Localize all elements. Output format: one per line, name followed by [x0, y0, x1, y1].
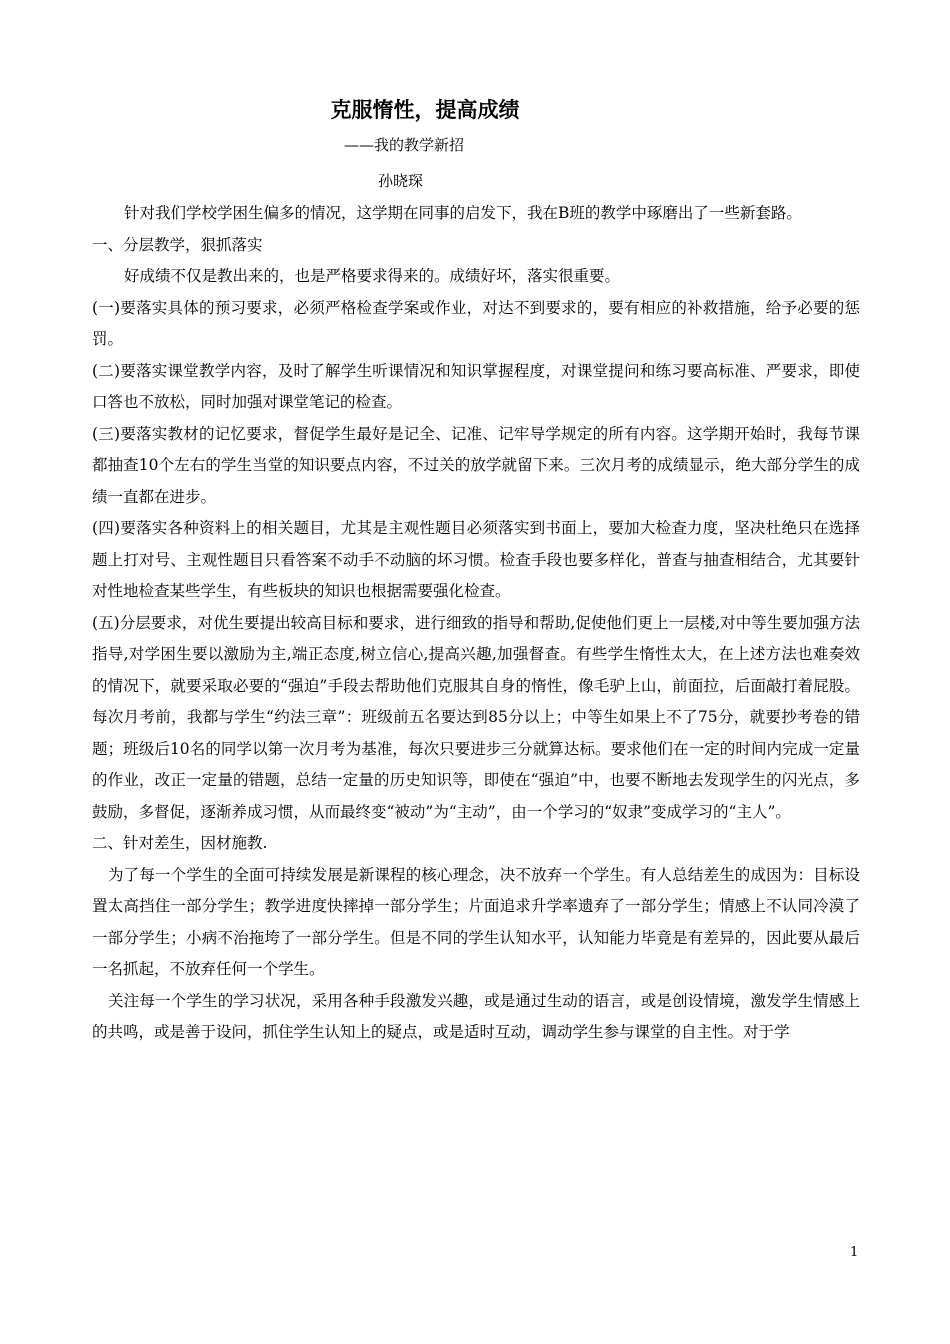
list-item-2: (二)要落实课堂教学内容，及时了解学生听课情况和知识掌握程度，对课堂提问和练习要高标准、严要求，即使口答也不放松，同时加强对课堂笔记的检查。 — [92, 361, 860, 411]
paragraph: 为了每一个学生的全面可持续发展是新课程的核心理念，决不放弃一个学生。有人总结差生的成因为：目标设置太高挡住一部分学生；教学进度快摔掉一部分学生；片面追求升学率遗弃了一部分学生；情感上不认同冷漠了一部分学生；小病不治拖垮了一部分学生。但是不同的学生认知水平，认知能力毕竟是有差异的，因此要从最后一名抓起，不放弃任何一个学生。 — [92, 865, 860, 978]
list-item-5: (五)分层要求，对优生要提出较高目标和要求，进行细致的指导和帮助,促使他们更上一层楼,对中等生要加强方法指导,对学困生要以激励为主,端正态度,树立信心,提高兴趣,加强督查。有些学生惰性太大，在上述方法也难奏效的情况下，就要采取必要的“强迫”手段去帮助他们克服其自身的惰性，像毛驴上山，前面拉，后面敲打着屁股。每次月考前，我都与学生“约法三章”：班级前五名要达到85分以上；中等生如果上不了75分，就要抄考卷的错题；班级后10名的同学以第一次月考为基准，每次只要进步三分就算达标。要求他们在一定的时间内完成一定量的作业，改正一定量的错题，总结一定量的历史知识等，即使在“强迫”中，也要不断地去发现学生的闪光点，多鼓励，多督促，逐渐养成习惯，从而最终变“被动”为“主动”，由一个学习的“奴隶”变成学习的“主人”。 — [92, 613, 860, 821]
document-title: 克服惰性，提高成绩 — [330, 97, 520, 122]
section-heading-1: 一、分层教学，狠抓落实 — [92, 235, 263, 254]
document-subtitle: ——我的教学新招 — [344, 136, 465, 154]
list-item-3: (三)要落实教材的记忆要求，督促学生最好是记全、记准、记牢导学规定的所有内容。这学期开始时，我每节课都抽查10个左右的学生当堂的知识要点内容，不过关的放学就留下来。三次月考的成绩显示，绝大部分学生的成绩一直都在进步。 — [92, 424, 860, 506]
paragraph: 关注每一个学生的学习状况，采用各种手段激发兴趣，或是通过生动的语言，或是创设情境，激发学生情感上的共鸣，或是善于设问，抓住学生认知上的疑点，或是适时互动，调动学生参与课堂的自主性。对于学 — [92, 991, 860, 1041]
intro-paragraph: 针对我们学校学困生偏多的情况，这学期在同事的启发下，我在B班的教学中琢磨出了一些新套路。 — [124, 204, 802, 222]
document-author: 孙晓琛 — [378, 172, 424, 190]
section-heading-2: 二、针对差生，因材施教. — [92, 834, 268, 852]
list-item-4: (四)要落实各种资料上的相关题目，尤其是主观性题目必须落实到书面上，要加大检查力度，坚决杜绝只在选择题上打对号、主观性题目只看答案不动手不动脑的坏习惯。检查手段也要多样化，普查与抽查相结合，尤其要针对性地检查某些学生，有些板块的知识也根据需要强化检查。 — [92, 519, 860, 600]
list-item-1: (一)要落实具体的预习要求，必须严格检查学案或作业，对达不到要求的，要有相应的补救措施，给予必要的惩罚。 — [92, 298, 860, 348]
document-body — [92, 198, 860, 1049]
page-number: 1 — [850, 1245, 859, 1260]
paragraph: 好成绩不仅是教出来的，也是严格要求得来的。成绩好坏，落实很重要。 — [124, 267, 621, 285]
